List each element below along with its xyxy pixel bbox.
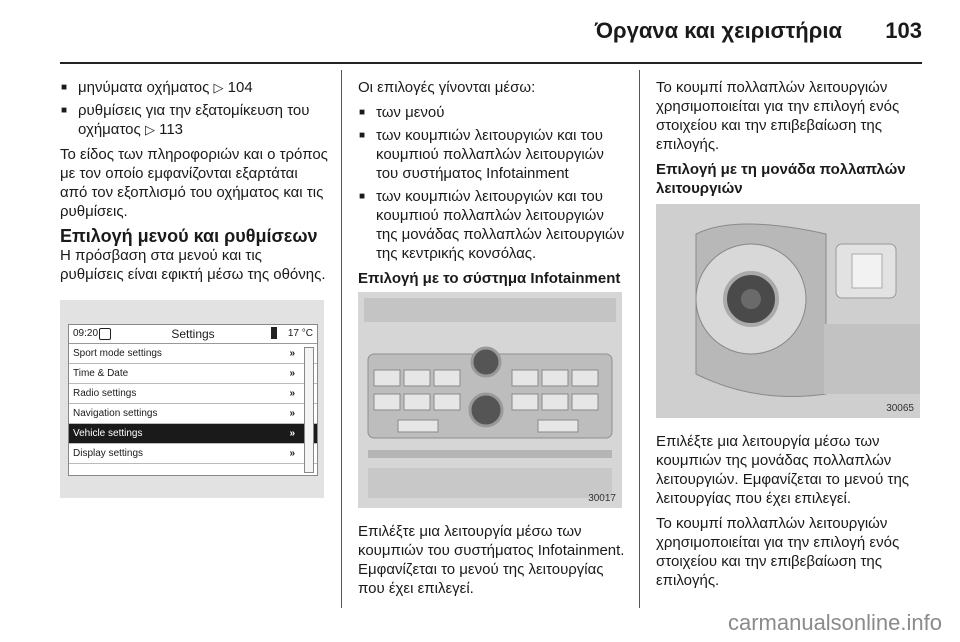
subheading: Επιλογή με τη μονάδα πολλαπλών λειτουργιών [656,161,906,197]
chevron-right-icon: » [289,448,295,459]
page-ref-link[interactable]: 104 [227,79,253,96]
list-item: ■ των μενού [358,103,626,122]
subheading: Επιλογή με το σύστημα Infotainment [358,270,621,287]
column-3-bottom [656,432,922,596]
screen-title: Settings [171,327,215,341]
header-rule [60,62,922,64]
paragraph: Επιλέξτε μια λειτουργία μέσω των κουμπιών της μονάδας πολλαπλών λειτουργιών. Εμφανίζεται το μενού της λειτουργίας που έχει επιλεγεί. [656,433,910,507]
paragraph: Η πρόσβαση στα μενού και τις ρυθμίσεις είναι εφικτή μέσω της οθόνης. [60,247,326,283]
menu-item-display[interactable]: Display settings » [69,444,317,464]
paragraph: Οι επιλογές γίνονται μέσω: [358,79,536,96]
chevron-right-icon: » [289,368,295,379]
section-heading: Επιλογή μενού και ρυθμίσεων [60,226,318,246]
column-3 [656,78,922,202]
menu-item-sport-mode[interactable]: Sport mode settings » [69,344,317,364]
column-divider [341,70,342,608]
page-title: Όργανα και χειριστήρια [594,18,842,43]
menu-item-vehicle[interactable]: Vehicle settings » [69,424,317,444]
infotainment-panel-illustration [358,292,622,508]
column-2 [358,78,626,292]
column-divider [639,70,640,608]
photo-id: 30017 [588,493,616,504]
chevron-right-icon: » [289,428,295,439]
page-header [0,0,960,60]
chevron-right-icon: » [289,348,295,359]
page-number: 103 [885,18,922,43]
multifunction-unit-photo [656,204,920,418]
settings-menu [69,344,317,464]
chevron-right-icon: » [289,408,295,419]
bullet-list-1 [60,78,328,139]
temperature: 17 °C [287,328,313,339]
paragraph: Το κουμπί πολλαπλών λειτουργιών χρησιμοποιείται για την επιλογή ενός στοιχείου και την επιβεβαίωση της επιλογής. [656,79,900,153]
column-2-bottom [358,522,626,604]
photo-id: 30065 [886,403,914,414]
paragraph: Το είδος των πληροφοριών και ο τρόπος με τον οποίο εμφανίζονται εξαρτάται από τον εξοπλισμό του οχήματος και τις ρυθμίσεις. [60,146,328,220]
clock-time: 09:20 [73,328,99,339]
watermark: carmanualsonline.info [727,610,942,635]
menu-item-radio[interactable]: Radio settings » [69,384,317,404]
paragraph: Επιλέξτε μια λειτουργία μέσω των κουμπιών του συστήματος Infotainment. Εμφανίζεται το μενού της λειτουργίας που έχει επιλεγεί. [358,523,625,597]
list-item: ■ των κουμπιών λειτουργιών και του κουμπιού πολλαπλών λειτουργιών της μονάδας πολλαπλών λειτουργιών της κεντρικής κονσόλας. [358,187,626,263]
multifunction-unit-illustration [656,204,920,418]
column-1 [60,78,328,290]
list-item: ■ των κουμπιών λειτουργιών και του κουμπιού πολλαπλών λειτουργιών του συστήματος Infotainment [358,126,626,183]
list-item: ■ ρυθμίσεις για την εξατομίκευση του οχήματος ▷ 113 [60,101,328,139]
thermometer-icon [271,327,277,339]
page-ref-icon: ▷ [213,80,224,95]
page-ref-link[interactable]: 113 [159,121,184,138]
menu-item-navigation[interactable]: Navigation settings » [69,404,317,424]
menu-item-time-date[interactable]: Time & Date » [69,364,317,384]
page-ref-icon: ▷ [144,122,155,137]
bullet-list-2 [358,103,626,263]
chevron-right-icon: » [289,388,295,399]
infotainment-panel-photo [358,292,622,508]
settings-screen [68,324,318,476]
paragraph: Το κουμπί πολλαπλών λειτουργιών χρησιμοποιείται για την επιλογή ενός στοιχείου και την επιβεβαίωση της επιλογής. [656,515,900,589]
scrollbar[interactable] [304,347,314,473]
settings-screen-figure [60,300,324,498]
status-bar [69,325,317,344]
list-item: ■ μηνύματα οχήματος ▷ 104 [60,78,328,97]
